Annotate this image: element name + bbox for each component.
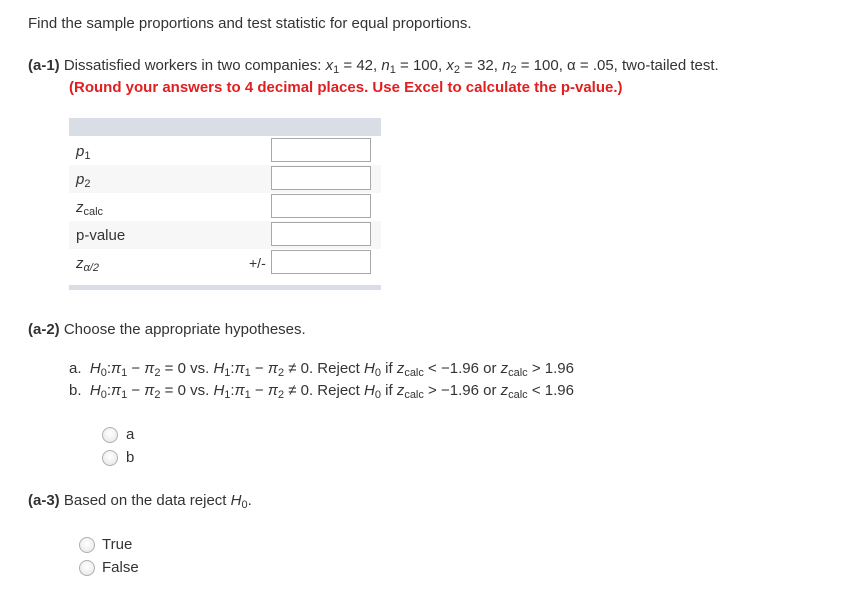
table-header	[69, 118, 381, 136]
a3-text: Based on the data reject	[63, 492, 227, 509]
hypothesis-option-b: b. $H_0:\pi_1 - \pi_2 = 0$ vs. $H_1:\pi_1 - \pi_2 \ne 0$. Reject $H_0$ if $z_{calc} > -1.96$ or $z_{calc} < 1.96$	[69, 382, 574, 401]
a1-tail: two-tailed test.	[622, 57, 719, 74]
a3-label: (a-3)	[28, 492, 60, 509]
a1-n2: 100	[533, 57, 559, 74]
a2-question	[28, 321, 306, 338]
plus-minus-prefix: +/-	[249, 255, 266, 271]
a2-label: (a-2)	[28, 321, 60, 338]
radio-true-label: True	[102, 536, 133, 553]
pvalue-input[interactable]	[271, 222, 371, 246]
radio-a[interactable]	[102, 427, 118, 443]
radio-false-label: False	[102, 559, 139, 576]
row-pvalue	[69, 221, 381, 249]
row-zcalc: $z_{calc}$	[69, 193, 381, 221]
a1-instruction: (Round your answers to 4 decimal places. Use Excel to calculate the p-value.)	[69, 79, 623, 96]
zcalc-input[interactable]	[271, 194, 371, 218]
intro-text: Find the sample proportions and test statistic for equal proportions.	[28, 15, 472, 32]
radio-b-label: b	[126, 449, 135, 466]
a3-question: (a-3) Based on the data reject $H_0$.	[28, 492, 252, 511]
hypothesis-option-a: a. $H_0:\pi_1 - \pi_2 = 0$ vs. $H_1:\pi_1 - \pi_2 \ne 0$. Reject $H_0$ if $z_{calc} < -1.96$ or $z_{calc} > 1.96$	[69, 360, 574, 379]
a1-x2: 32	[477, 57, 494, 74]
radio-b[interactable]	[102, 450, 118, 466]
p2-input[interactable]	[271, 166, 371, 190]
table-footer	[69, 285, 381, 290]
row-p1: $p_1$	[69, 137, 381, 165]
a1-text: Dissatisfied workers in two companies:	[63, 57, 322, 74]
a1-x1: 42	[356, 57, 374, 74]
radio-false[interactable]	[79, 560, 95, 576]
p1-input[interactable]	[271, 138, 371, 162]
row-zalpha2: $z_{\alpha/2}$ +/-	[69, 249, 381, 277]
a1-question: (a-1) Dissatisfied workers in two companies: $x_1 = 42$, $n_1 = 100$, $x_2 = 32$, $n_2 = 100$, α = .05, two-tailed test.	[28, 57, 719, 76]
radio-a-label: a	[126, 426, 135, 443]
row-p2: $p_2$	[69, 165, 381, 193]
a1-n1: 100	[412, 57, 438, 74]
radio-true[interactable]	[79, 537, 95, 553]
a1-alpha: .05	[592, 57, 614, 74]
a2-text: Choose the appropriate hypotheses.	[63, 321, 306, 338]
a1-label: (a-1)	[28, 57, 60, 74]
pvalue-label: p-value	[76, 227, 126, 244]
zalpha2-input[interactable]	[271, 250, 371, 274]
